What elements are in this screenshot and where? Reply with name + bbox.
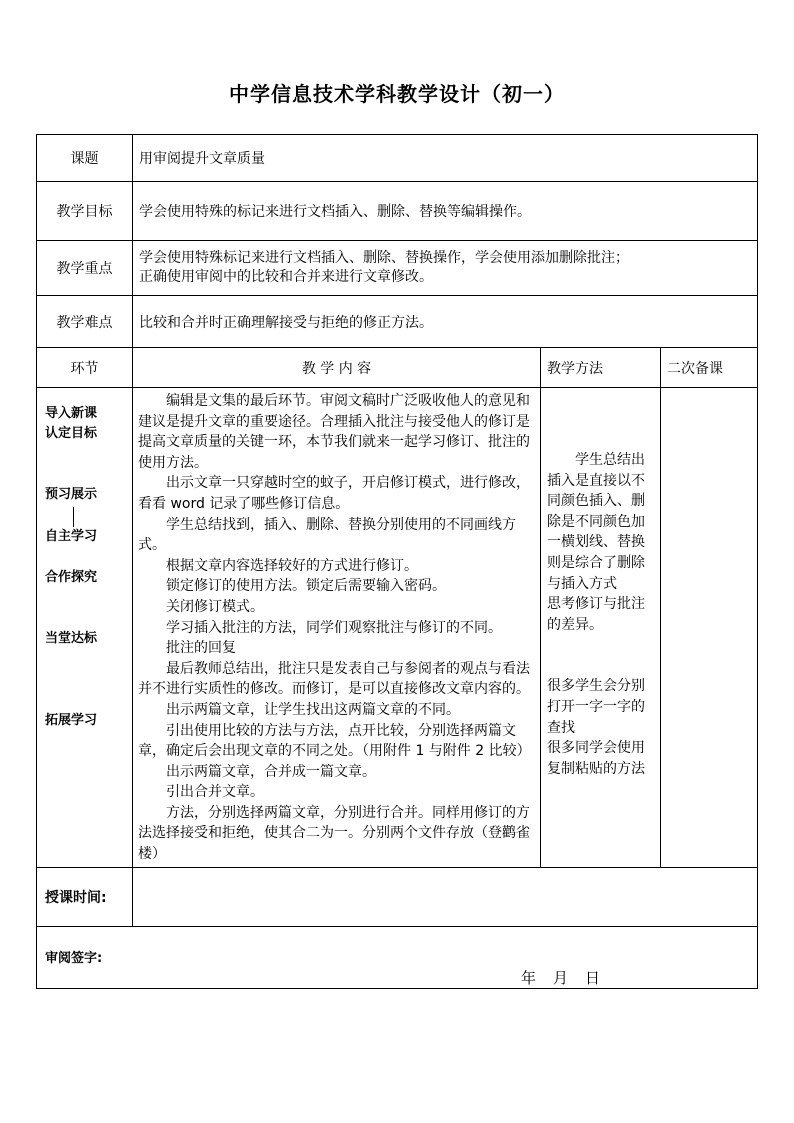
method-summary-rest: 插入是直接以不同颜色插入、删除是不同颜色加一横划线、替换则是综合了删除与插入方式 [547, 472, 645, 592]
teaching-time-value [133, 867, 758, 926]
stage-cooperation: 合作探究 [45, 570, 98, 585]
row-topic [37, 135, 758, 182]
content-paragraph: 引出合并文章。 [166, 784, 264, 801]
difficulty-label: 教学难点 [37, 296, 133, 348]
row-section-header [37, 348, 758, 388]
method-compare: 思考修订与批注的差异。 [547, 596, 645, 633]
header-method: 教学方法 [541, 348, 661, 388]
teaching-content [133, 388, 541, 868]
content-paragraph: 最后教师总结出，批注只是发表自己与参阅者的观点与看法并不进行实质性的修改。而修订，是可以直接修改文章内容的。 [138, 660, 530, 698]
key-points-line-2: 正确使用审阅中的比较和合并来进行文章修改。 [139, 269, 433, 285]
review-signature-cell [37, 926, 758, 988]
content-paragraph: 方法，分别选择两篇文章，分别进行合并。同样用修订的方法选择接受和拒绝，使其合二为一。分别两个文件存放（登鹳雀楼） [138, 804, 530, 863]
second-prep-cell [661, 388, 758, 868]
row-review-signature [37, 926, 758, 988]
header-second-prep: 二次备课 [661, 348, 758, 388]
row-goal [37, 182, 758, 241]
stage-extension: 拓展学习 [45, 713, 98, 728]
content-paragraph: 出示文章一只穿越时空的蚊子，开启修订模式，进行修改，看看 word 记录了哪些修订信息。 [138, 475, 530, 512]
difficulty-value: 比较和合并时正确理解接受与拒绝的修正方法。 [133, 296, 758, 348]
stage-list [37, 388, 133, 868]
stage-intro: 导入新课 [45, 406, 98, 421]
content-paragraph: 锁定修订的使用方法。锁定后需要输入密码。 [166, 578, 446, 595]
date-day: 日 [585, 968, 601, 987]
content-paragraph: 学习插入批注的方法，同学们观察批注与修订的不同。 [166, 619, 502, 636]
method-search: 很多学生会分别打开一字一字的查找 [547, 678, 645, 736]
header-content: 教 学 内 容 [133, 348, 541, 388]
content-paragraph: 编辑是文集的最后环节。审阅文稿时广泛吸收他人的意见和建议是提升文章的重要途径。合理插入批注与接受他人的修订是提高文章质量的关键一环，本节我们就来一起学习修订、批注的使用方法。 [138, 393, 530, 471]
method-summary-first: 学生总结出 [575, 452, 645, 468]
signature-date [521, 967, 617, 988]
teaching-method [541, 388, 661, 868]
stage-self-study: 自主学习 [45, 529, 98, 544]
content-paragraph: 出示两篇文章，让学生找出这两篇文章的不同。 [166, 701, 460, 718]
content-paragraph: 根据文章内容选择较好的方式进行修订。 [166, 557, 418, 574]
key-points-label: 教学重点 [37, 241, 133, 296]
stage-preview: 预习展示 [45, 487, 98, 502]
goal-value: 学会使用特殊的标记来进行文档插入、删除、替换等编辑操作。 [133, 182, 758, 241]
content-paragraph: 学生总结找到，插入、删除、替换分别使用的不同画线方式。 [138, 516, 516, 554]
content-paragraph: 批注的回复 [166, 640, 236, 657]
teaching-time-label: 授课时间: [37, 867, 133, 926]
goal-label: 教学目标 [37, 182, 133, 241]
stage-practice: 当堂达标 [45, 631, 98, 646]
topic-value: 用审阅提升文章质量 [133, 135, 758, 182]
method-copy-paste: 很多同学会使用复制粘贴的方法 [547, 740, 645, 777]
page-title: 中学信息技术学科教学设计（初一） [229, 82, 565, 106]
row-key-points [37, 241, 758, 296]
header-stage: 环节 [37, 348, 133, 388]
content-paragraph: 出示两篇文章，合并成一篇文章。 [166, 763, 376, 780]
topic-label: 课题 [37, 135, 133, 182]
key-points-line-1: 学会使用特殊标记来进行文档插入、删除、替换操作，学会使用添加删除批注； [139, 250, 629, 266]
key-points-value [133, 241, 758, 296]
date-month: 月 [553, 968, 569, 987]
review-signature-label: 审阅签字: [45, 950, 103, 966]
stage-divider [73, 507, 74, 527]
stage-goal: 认定目标 [45, 426, 98, 441]
content-paragraph: 引出使用比较的方法与方法，点开比较，分别选择两篇文章，确定后会出现文章的不同之处。（用附件 1 与附件 2 比较） [138, 722, 531, 760]
content-paragraph: 关闭修订模式。 [166, 598, 264, 615]
row-teaching-time [37, 867, 758, 926]
date-year: 年 [521, 968, 537, 987]
row-teaching-process [37, 388, 758, 868]
row-difficulty [37, 296, 758, 348]
lesson-plan-table [36, 134, 758, 989]
